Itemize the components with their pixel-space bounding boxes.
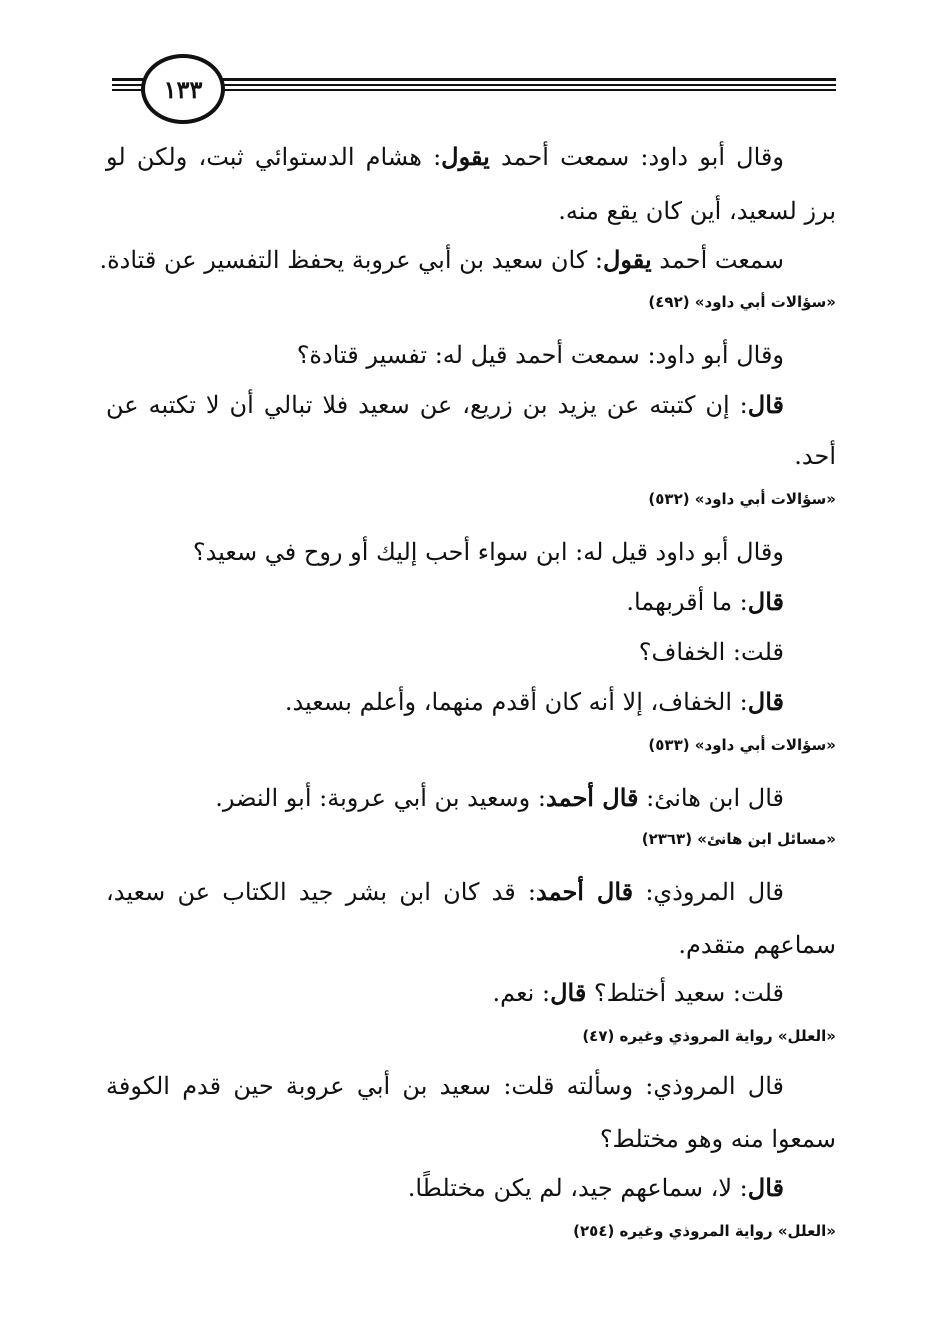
paragraph-line: قال المروذي: وسألته قلت: سعيد بن أبي عروبة حين قدم الكوفة (106, 1072, 784, 1100)
source-citation: «مسائل ابن هانئ» (٢٣٦٣) (641, 830, 836, 848)
paragraph-line: قال: الخفاف، إلا أنه كان أقدم منهما، وأعلم بسعيد. (284, 687, 784, 716)
paragraph-line: سماعهم متقدم. (678, 931, 836, 959)
source-citation: «العلل» رواية المروذي وغيره (٤٧) (582, 1027, 836, 1045)
source-citation: «سؤالات أبي داود» (٥٣٢) (648, 490, 836, 508)
source-citation: «سؤالات أبي داود» (٥٣٣) (648, 736, 836, 754)
paragraph-line: وقال أبو داود: سمعت أحمد يقول: هشام الدستوائي ثبت، ولكن لو (106, 142, 784, 171)
paragraph-line: سمعت أحمد يقول: كان سعيد بن أبي عروبة يحفظ التفسير عن قتادة. (99, 245, 784, 274)
paragraph-line: قلت: الخفاف؟ (638, 638, 784, 666)
source-citation: «العلل» رواية المروذي وغيره (٢٥٤) (573, 1222, 836, 1240)
paragraph-line: وقال أبو داود: سمعت أحمد قيل له: تفسير قتادة؟ (296, 341, 784, 369)
paragraph-line: قال: إن كتبته عن يزيد بن زريع، عن سعيد فلا تبالي أن لا تكتبه عن (106, 390, 784, 419)
paragraph-line: وقال أبو داود قيل له: ابن سواء أحب إليك أو روح في سعيد؟ (192, 538, 784, 566)
paragraph-line: أحد. (794, 442, 836, 470)
source-citation: «سؤالات أبي داود» (٤٩٢) (648, 293, 836, 311)
page-number: ١٣٣ (141, 54, 225, 124)
paragraph-line: قال المروذي: قال أحمد: قد كان ابن بشر جيد الكتاب عن سعيد، (106, 877, 785, 906)
paragraph-line: قلت: سعيد أختلط؟ قال: نعم. (492, 978, 784, 1007)
paragraph-line: قال: ما أقربهما. (626, 587, 784, 616)
paragraph-line: برز لسعيد، أين كان يقع منه. (558, 197, 836, 225)
paragraph-line: قال: لا، سماعهم جيد، لم يكن مختلطًا. (407, 1173, 784, 1202)
paragraph-line: سمعوا منه وهو مختلط؟ (599, 1125, 836, 1153)
paragraph-line: قال ابن هانئ: قال أحمد: وسعيد بن أبي عروبة: أبو النضر. (215, 783, 784, 812)
